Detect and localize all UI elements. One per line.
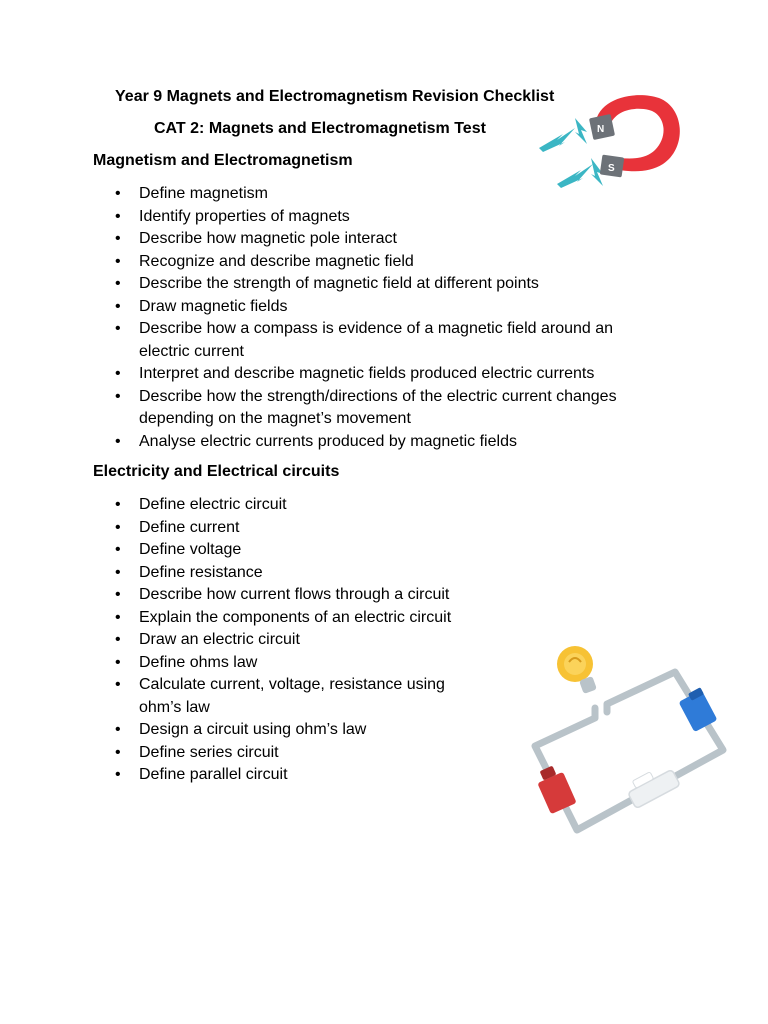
bullet-icon: •: [115, 387, 121, 405]
horseshoe-magnet-icon: [535, 88, 685, 196]
bullet-icon: •: [115, 608, 121, 626]
bullet-icon: •: [115, 518, 121, 536]
bullet-icon: •: [115, 365, 121, 382]
bullet-icon: •: [115, 252, 121, 270]
list-item: • Describe how a compass is evidence of a magnetic field around an electric current: [115, 320, 614, 360]
bullet-icon: •: [115, 207, 121, 225]
list-item: • Define parallel circuit: [93, 764, 473, 787]
bullet-icon: •: [115, 541, 121, 558]
list-item: • Define voltage: [93, 539, 473, 562]
list-item: • Identify properties of magnets: [93, 206, 663, 229]
list-item: • Define series circuit: [93, 742, 473, 765]
list-item: • Define ohms law: [93, 652, 473, 675]
list-item: • Describe how magnetic pole interact: [93, 228, 663, 251]
bullet-icon: •: [115, 297, 121, 315]
list-item: • Design a circuit using ohm’s law: [93, 719, 473, 742]
list-item: • Interpret and describe magnetic fields produced electric currents: [93, 363, 663, 386]
list-item: • Recognize and describe magnetic field: [93, 251, 663, 274]
bullet-icon: •: [115, 230, 121, 247]
bullet-icon: •: [115, 185, 121, 202]
bullet-icon: •: [115, 320, 121, 337]
list-item: • Define current: [93, 517, 473, 540]
list-item: • Describe how the strength/directions of the electric current changes depending on the magnet’s movement: [115, 387, 617, 427]
bullet-icon: •: [115, 676, 121, 693]
section-heading-magnetism: Magnetism and Electromagnetism: [93, 152, 353, 169]
list-item: • Define electric circuit: [93, 494, 473, 517]
bullet-icon: •: [115, 766, 121, 783]
list-item: • Describe how current flows through a circuit: [93, 584, 473, 607]
bullet-icon: •: [115, 586, 121, 603]
bullet-icon: •: [115, 631, 121, 648]
magnetism-checklist: [93, 183, 663, 453]
pole-n-label: N: [597, 124, 605, 135]
bullet-icon: •: [115, 563, 121, 581]
bullet-icon: •: [115, 275, 121, 292]
lightbulb-icon: [557, 646, 597, 694]
section-heading-electricity: Electricity and Electrical circuits: [93, 463, 340, 480]
bullet-icon: •: [115, 653, 121, 671]
list-item: • Define magnetism: [93, 183, 663, 206]
red-component-icon: [537, 766, 576, 815]
bullet-icon: •: [115, 432, 121, 450]
switch-icon: [628, 769, 681, 808]
document-title: Year 9 Magnets and Electromagnetism Revision Checklist: [115, 88, 555, 105]
bullet-icon: •: [115, 721, 121, 738]
list-item: • Analyse electric currents produced by magnetic fields: [93, 431, 663, 454]
pole-s-label: S: [608, 163, 615, 174]
electric-circuit-icon: [525, 640, 735, 840]
list-item: • Describe the strength of magnetic field at different points: [93, 273, 663, 296]
list-item: • Draw an electric circuit: [93, 629, 473, 652]
electricity-checklist: [93, 494, 473, 787]
list-item: • Define resistance: [93, 562, 473, 585]
bullet-icon: •: [115, 743, 121, 761]
document-subtitle: CAT 2: Magnets and Electromagnetism Test: [154, 120, 486, 137]
list-item: • Explain the components of an electric circuit: [93, 607, 473, 630]
bullet-icon: •: [115, 496, 121, 513]
list-item: • Calculate current, voltage, resistance using ohm’s law: [115, 676, 445, 716]
list-item: • Draw magnetic fields: [93, 296, 663, 319]
